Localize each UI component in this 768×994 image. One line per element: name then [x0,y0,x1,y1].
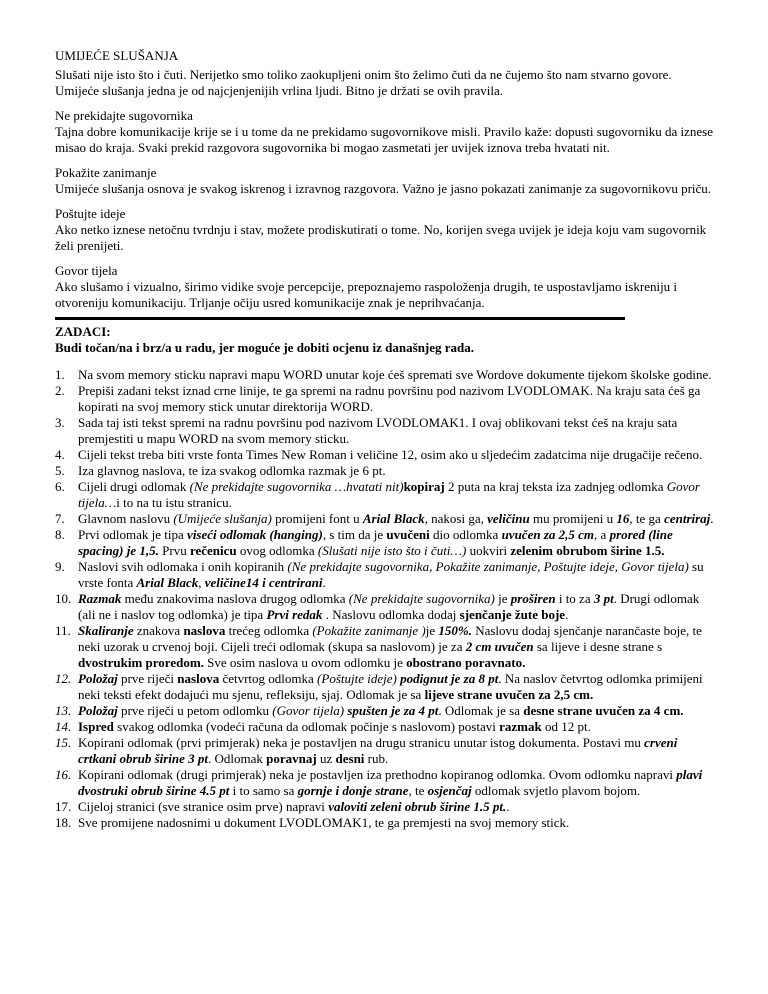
task-text: Cijeli drugi odlomak [78,479,190,494]
section-heading: Govor tijela [55,263,118,278]
task-number: 8. [55,527,65,542]
section-text: Ako netko iznese netočnu tvrdnju i stav, možete prodiskutirati o tome. No, korijen svega uvijek je ideja koju vam sugovornik želi prenijeti. [55,222,707,253]
task-text: 3 pt [593,591,614,606]
task-text: i to na tu istu stranicu. [116,495,232,510]
task-text: rečenicu [189,543,237,558]
task-text: među znakovima naslova drugog odlomka [121,591,349,606]
task-text: , [198,575,205,590]
task-item [55,815,715,831]
task-text: Prvi redak [266,607,323,622]
task-text: (Ne prekidajte sugovornika …hvatati nit) [189,479,404,494]
task-text: Položaj [78,671,118,686]
task-text: Sve osim naslova u ovom odlomku je [203,655,407,670]
task-text: , a [594,527,610,542]
task-text: Na svom memory sticku napravi mapu WORD unutar koje ćeš spremati sve Wordove dokumente tijekom školske godine. [78,367,712,382]
task-text: Položaj [78,703,118,718]
task-text: je [425,623,439,638]
task-item [55,367,715,383]
task-text: Glavnom naslovu [78,511,174,526]
task-text: gornje i donje strane [297,783,409,798]
task-list [55,367,715,831]
task-text: Naslovu dodaj sjenčanje narančaste boje, te neki uzorak u crvenoj boji. Cijeli treći odlomak (skupa sa naslovom) je za [78,623,702,654]
section-2 [55,165,715,197]
task-text: od 12 pt. [541,719,591,734]
task-number: 2. [55,383,65,398]
document-title: UMIJEĆE SLUŠANJA [55,48,179,63]
task-text: desne strane uvučen za 4 cm. [523,703,684,718]
task-text: lijeve strane uvučen za 2,5 cm. [424,687,594,702]
task-text: (Ne prekidajte sugovornika) [348,591,495,606]
task-text: . [710,511,714,526]
task-number: 5. [55,463,65,478]
task-text: sa lijeve i desne strane s [533,639,663,654]
task-text: Skaliranje [78,623,134,638]
task-text: . Drugi odlomak (ali ne i naslov tog odlomka) je tipa [78,591,700,622]
task-number: 7. [55,511,65,526]
task-number: 15. [55,735,72,750]
section-heading: Ne prekidajte sugovornika [55,108,193,123]
task-text: Prvi odlomak je tipa [78,527,188,542]
section-text: Tajna dobre komunikacije krije se i u tome da ne prekidamo sugovornikove misli. Pravilo kaže: dopusti sugovorniku da iznese misao do kraja. Svaki prekid razgovora sugovornika bi mogao zasmetati jer uvijek iznova treba hvatati nit. [55,124,713,155]
intro-paragraph: Slušati nije isto što i čuti. Nerijetko smo toliko zaokupljeni onim što želimo čuti da ne čujemo što nam stvarno govore. Umijeće slušanja jedna je od najcjenjenijih vrlina ljudi. Bitno je držati se ovih pravila. [55,67,672,98]
task-text: spušten je za 4 pt [347,703,439,718]
task-text: uokviri [466,543,511,558]
task-text: svakog odlomka (vodeći računa da odlomak počinje s naslovom) postavi [113,719,500,734]
task-text: Arial Black [362,511,425,526]
task-text: uvučen za 2,5 cm [501,527,595,542]
task-item [55,623,715,671]
task-text: . Naslovu odlomka dodaj [322,607,460,622]
task-text: Prvu [158,543,190,558]
task-item [55,559,715,591]
tasks-title: ZADACI: [55,324,111,339]
task-text: , te ga [629,511,665,526]
task-text: je [494,591,511,606]
task-text: 2 cm uvučen [465,639,534,654]
task-text: obostrano poravnato. [406,655,526,670]
task-text: . [506,799,510,814]
task-text: veličinu [487,511,530,526]
task-item [55,463,715,479]
task-item [55,671,715,703]
task-text: . Odlomak [208,751,267,766]
task-item [55,591,715,623]
task-item [55,527,715,559]
task-text: Razmak [78,591,122,606]
task-text: 16 [616,511,630,526]
task-number: 11. [55,623,71,638]
section-3 [55,206,715,254]
task-text: Naslovi svih odlomaka i onih kopiranih [78,559,288,574]
task-text: . Odlomak je sa [438,703,524,718]
task-number: 12. [55,671,72,686]
task-text: su vrste fonta [78,559,704,590]
task-text: (Pokažite zanimanje ) [312,623,426,638]
task-item [55,735,715,767]
task-text: uvučeni [386,527,430,542]
task-number: 18. [55,815,72,830]
task-number: 6. [55,479,65,494]
task-item [55,415,715,447]
task-text: , te [408,783,428,798]
task-text: odlomak svjetlo plavom bojom. [471,783,641,798]
task-text: prored (line spacing) je 1,5. [78,527,673,558]
task-number: 13. [55,703,72,718]
task-text: Iza glavnog naslova, te iza svakog odlomka razmak je 6 pt. [78,463,386,478]
task-text: uz [316,751,336,766]
task-text: prve riječi u petom odlomku [117,703,273,718]
task-text: osjenčaj [427,783,472,798]
task-text: . Na naslov četvrtog odlomka primijeni neki teksti efekt dodajući mu sjenu, refleksiju, sjaj. Odlomak je sa [78,671,703,702]
task-text: kopiraj [403,479,445,494]
task-item [55,511,715,527]
task-text: trećeg odlomka [225,623,313,638]
task-text: četvrtog odlomka [219,671,318,686]
task-text: dvostrukim proredom. [78,655,204,670]
task-number: 9. [55,559,65,574]
task-text: prve riječi [117,671,178,686]
task-text: sjenčanje žute boje [459,607,566,622]
task-text: i to za [555,591,594,606]
task-text: (Poštujte ideje) [317,671,397,686]
task-text: znakova [133,623,184,638]
section-4 [55,263,715,311]
task-text: naslova [183,623,226,638]
task-number: 3. [55,415,65,430]
task-text: dio odlomka [429,527,502,542]
task-text: centriraj [664,511,711,526]
task-text: razmak [499,719,542,734]
task-number: 1. [55,367,65,382]
task-text: Sve promijene nadosnimi u dokument LVODLOMAK1, te ga premjesti na svoj memory stick. [78,815,570,830]
task-text: veličine14 i centrirani [204,575,323,590]
task-text: Arial Black [136,575,199,590]
section-1 [55,108,715,156]
section-text: Ako slušamo i vizualno, širimo vidike svoje percepcije, prepoznajemo raspoloženja drugih, te uspostavljamo iskreniju i otvoreniju komunikaciju. Trljanje očiju usred komunikacije znak je neprihvaćanja. [55,279,678,310]
task-text: naslova [177,671,220,686]
task-text: Ispred [78,719,114,734]
task-text: valoviti zeleni obrub širine 1.5 pt. [328,799,507,814]
task-text: viseći odlomak (hanging) [187,527,323,542]
task-text: zelenim obrubom širine 1.5. [510,543,665,558]
task-text: desni [335,751,365,766]
section-text: Umijeće slušanja osnova je svakog iskrenog i izravnog razgovora. Važno je jasno pokazati zanimanje za sugovornikovu priču. [55,181,712,196]
task-item [55,767,715,799]
task-text: Cijeloj stranici (sve stranice osim prve) napravi [78,799,329,814]
task-number: 10. [55,591,72,606]
section-heading: Pokažite zanimanje [55,165,157,180]
task-item [55,447,715,463]
task-item [55,383,715,415]
section-heading: Poštujte ideje [55,206,126,221]
task-item [55,703,715,719]
task-text: 2 puta na kraj teksta iza zadnjeg odlomka [444,479,667,494]
task-text: Kopirani odlomak (prvi primjerak) neka je postavljen na drugu stranicu unutar istog dokumenta. Postavi mu [78,735,645,750]
task-text: rub. [364,751,389,766]
task-text: Kopirani odlomak (drugi primjerak) neka je postavljen iza prethodno kopiranog odlomka. Ovom odlomku napravi [78,767,677,782]
task-text: mu promijeni u [529,511,617,526]
task-text: promijeni font u [271,511,363,526]
document-body [55,48,715,831]
task-text: i to samo sa [229,783,298,798]
task-text: . [565,607,569,622]
task-text: poravnaj [266,751,317,766]
task-number: 14. [55,719,72,734]
task-text: , s tim da je [322,527,387,542]
task-item [55,719,715,735]
task-text: 150%. [438,623,472,638]
task-text: podignut je za 8 pt [400,671,499,686]
task-text: Sada taj isti tekst spremi na radnu površinu pod nazivom LVODLOMAK1. I ovaj oblikovani tekst ćeš na kraju sata premjestiti u mapu WORD na svom memory sticku. [78,415,678,446]
task-text: proširen [510,591,556,606]
task-item [55,799,715,815]
task-text: (Slušati nije isto što i čuti…) [317,543,467,558]
task-text: crveni crtkani obrub širine 3 pt [78,735,678,766]
task-number: 4. [55,447,65,462]
task-text: Govor tijela… [78,479,700,510]
tasks-subtitle: Budi točan/na i brz/a u radu, jer moguće je dobiti ocjenu iz današnjeg rada. [55,340,475,355]
task-text: Cijeli tekst treba biti vrste fonta Times New Roman i veličine 12, osim ako u sljedećim zadatcima nije drugačije rečeno. [78,447,703,462]
task-item [55,479,715,511]
task-text: (Ne prekidajte sugovornika, Pokažite zanimanje, Poštujte ideje, Govor tijela) [287,559,689,574]
task-number: 17. [55,799,72,814]
task-text: . [322,575,326,590]
task-text: (Umijeće slušanja) [173,511,272,526]
task-number: 16. [55,767,72,782]
task-text: , nakosi ga, [424,511,488,526]
task-text: (Govor tijela) [272,703,345,718]
task-text: Prepiši zadani tekst iznad crne linije, te ga spremi na radnu površinu pod nazivom LVODLOMAK. Na kraju sata ćeš ga kopirati na svoj memory stick unutar direktorija WORD. [78,383,701,414]
black-divider-line [55,317,625,320]
task-text: plavi dvostruki obrub širine 4.5 pt [78,767,703,798]
task-text: ovog odlomka [236,543,318,558]
